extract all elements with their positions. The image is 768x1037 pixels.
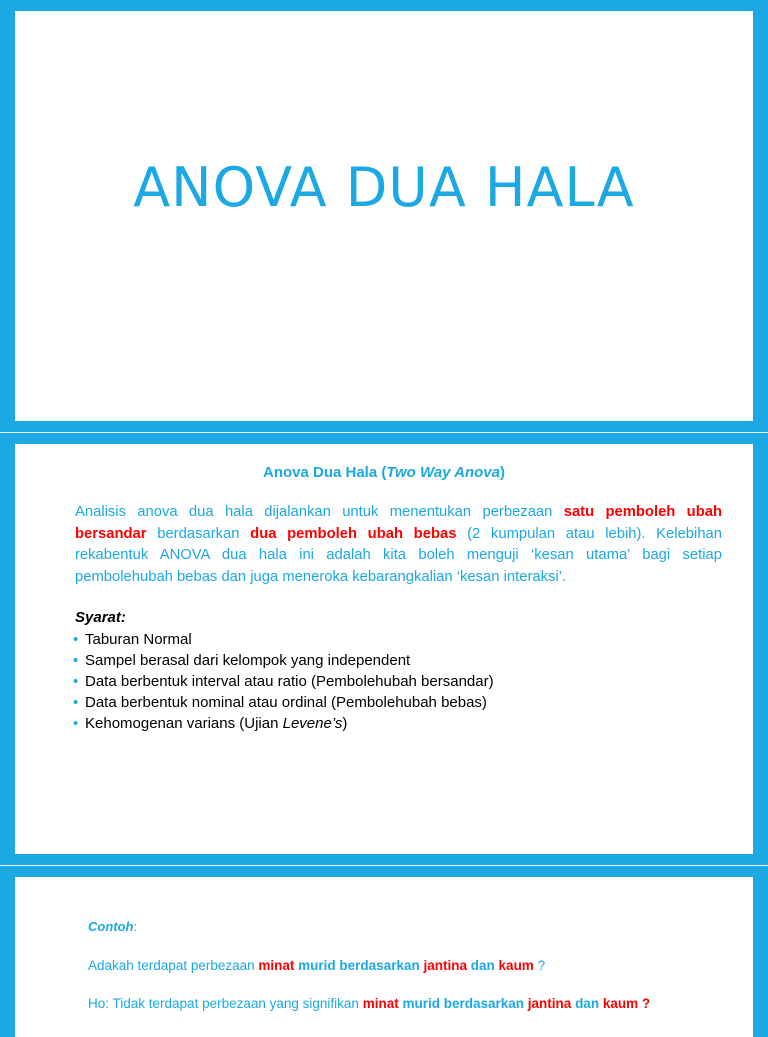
ho-text: Ho: Tidak terdapat perbezaan yang signifikan <box>88 996 363 1011</box>
null-hypothesis <box>88 996 650 1011</box>
slide-title <box>15 11 753 421</box>
ho-question-mark: ? <box>638 996 651 1011</box>
q-text: ? <box>533 958 546 973</box>
example-label-text: Contoh <box>88 919 134 934</box>
ho-text-bold: dan <box>575 996 600 1011</box>
list-item-text: Data berbentuk interval atau ratio (Pembolehubah bersandar) <box>85 673 494 690</box>
list-item <box>71 629 494 650</box>
q-text-bold: murid berdasarkan <box>298 958 420 973</box>
para-text: berdasarkan <box>146 525 251 542</box>
q-text: Adakah terdapat perbezaan <box>88 958 259 973</box>
para-highlight-dependent: satu pemboleh ubah bersandar <box>75 504 723 542</box>
heading-italic: Two Way Anova <box>386 464 500 481</box>
list-item-text: Data berbentuk nominal atau ordinal (Pembolehubah bebas) <box>85 694 487 711</box>
slide-example <box>15 877 753 1037</box>
slide-divider <box>0 432 768 433</box>
slide-divider <box>0 865 768 866</box>
heading-text: Anova Dua Hala ( <box>262 464 387 481</box>
q-factor-race: kaum <box>498 958 534 973</box>
list-item <box>71 713 494 734</box>
ho-text-bold: murid berdasarkan <box>402 996 525 1011</box>
list-item-text: ) <box>342 715 348 732</box>
list-item <box>71 650 494 671</box>
page-title: ANOVA DUA HALA <box>133 156 635 219</box>
bullet-icon: • <box>73 673 79 690</box>
research-question <box>88 958 545 973</box>
list-item-italic: Levene’s <box>282 715 343 732</box>
requirements-list <box>71 629 494 734</box>
requirements-label: Syarat: <box>75 609 126 626</box>
ho-factor-gender: jantina <box>527 996 572 1011</box>
example-label <box>88 919 137 934</box>
definition-paragraph <box>75 502 722 588</box>
ho-dependent: minat <box>362 996 399 1011</box>
list-item <box>71 692 494 713</box>
slide-definition <box>15 444 753 854</box>
para-text: (2 kumpulan atau lebih). Kelebihan rekabentuk ANOVA dua hala ini adalah kita boleh menguji ‘kesan utama’ bagi setiap pembolehubah bebas dan juga meneroka kebarangkalian ‘kesan interaksi’. <box>75 525 723 585</box>
para-text: Analisis anova dua hala dijalankan untuk menentukan perbezaan <box>75 504 564 520</box>
list-item <box>71 671 494 692</box>
example-label-colon: : <box>133 919 138 934</box>
heading-close: ) <box>500 464 505 481</box>
list-item-text: Taburan Normal <box>85 631 192 648</box>
list-item-text: Sampel berasal dari kelompok yang independent <box>85 652 411 669</box>
bullet-icon: • <box>73 715 79 732</box>
para-highlight-independent: dua pemboleh ubah bebas <box>250 525 457 542</box>
q-text-bold: dan <box>470 958 495 973</box>
q-dependent: minat <box>258 958 295 973</box>
slide-heading <box>15 464 753 481</box>
bullet-icon: • <box>73 694 79 711</box>
bullet-icon: • <box>73 652 79 669</box>
q-factor-gender: jantina <box>423 958 467 973</box>
bullet-icon: • <box>73 631 79 648</box>
list-item-text: Kehomogenan varians (Ujian <box>85 715 283 732</box>
ho-factor-race: kaum <box>602 996 639 1011</box>
